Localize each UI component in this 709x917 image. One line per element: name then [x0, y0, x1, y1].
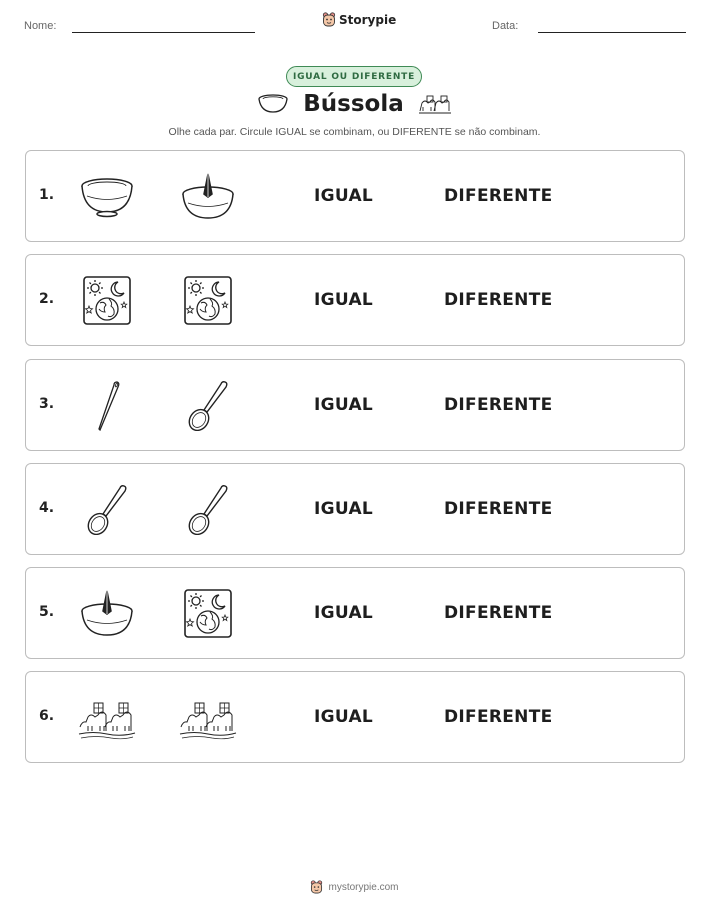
- option-different[interactable]: DIFERENTE: [444, 290, 553, 311]
- footer-url[interactable]: mystorypie.com: [328, 882, 399, 893]
- sky-globe-icon: [179, 589, 237, 639]
- storypie-mascot-icon: [310, 880, 323, 895]
- page-title: Bússola: [303, 91, 404, 117]
- question-row: [25, 567, 685, 659]
- question-number: 1.: [39, 187, 55, 203]
- camel-caravan-icon: [78, 693, 136, 743]
- camel-caravan-icon: [418, 93, 452, 115]
- option-same[interactable]: IGUAL: [314, 394, 374, 415]
- date-label: Data:: [492, 20, 519, 32]
- name-label: Nome:: [24, 20, 57, 32]
- needle-icon: [78, 381, 136, 431]
- footer: [0, 880, 709, 895]
- option-same[interactable]: IGUAL: [314, 186, 374, 206]
- sky-globe-icon: [179, 276, 237, 326]
- compass-bowl-icon: [78, 589, 136, 639]
- instructions: Olhe cada par. Circule IGUAL se combinam, ou DIFERENTE se não combinam.: [168, 126, 541, 138]
- bowl-icon: [78, 172, 136, 222]
- sky-globe-icon: [78, 276, 136, 326]
- option-same[interactable]: IGUAL: [314, 498, 374, 519]
- camel-caravan-icon: [179, 693, 237, 743]
- brand-logo: [322, 12, 396, 28]
- storypie-mascot-icon: [322, 12, 336, 28]
- option-different[interactable]: DIFERENTE: [444, 498, 553, 519]
- option-same[interactable]: IGUAL: [314, 603, 374, 624]
- title-bar: [0, 91, 709, 117]
- option-different[interactable]: DIFERENTE: [444, 186, 553, 206]
- question-number: 6.: [39, 708, 55, 725]
- option-different[interactable]: DIFERENTE: [444, 707, 553, 728]
- question-row: [25, 463, 685, 555]
- question-row: [25, 671, 685, 763]
- compass-bowl-icon: [179, 172, 237, 222]
- spoon-icon: [179, 381, 237, 431]
- question-number: 2.: [39, 291, 55, 308]
- question-row: [25, 150, 685, 242]
- spoon-icon: [78, 485, 136, 535]
- question-number: 3.: [39, 395, 55, 412]
- question-number: 5.: [39, 604, 55, 621]
- brand-name: Storypie: [339, 13, 397, 27]
- option-different[interactable]: DIFERENTE: [444, 394, 553, 415]
- bowl-icon: [257, 93, 289, 115]
- question-row: [25, 359, 685, 451]
- worksheet-type-badge: IGUAL OU DIFERENTE: [286, 66, 422, 87]
- spoon-icon: [179, 485, 237, 535]
- option-same[interactable]: IGUAL: [314, 707, 374, 728]
- option-same[interactable]: IGUAL: [314, 290, 374, 311]
- question-list: [25, 150, 685, 776]
- date-line[interactable]: [538, 32, 686, 33]
- question-row: [25, 254, 685, 346]
- option-different[interactable]: DIFERENTE: [444, 603, 553, 624]
- question-number: 4.: [39, 499, 55, 516]
- name-line[interactable]: [72, 32, 255, 33]
